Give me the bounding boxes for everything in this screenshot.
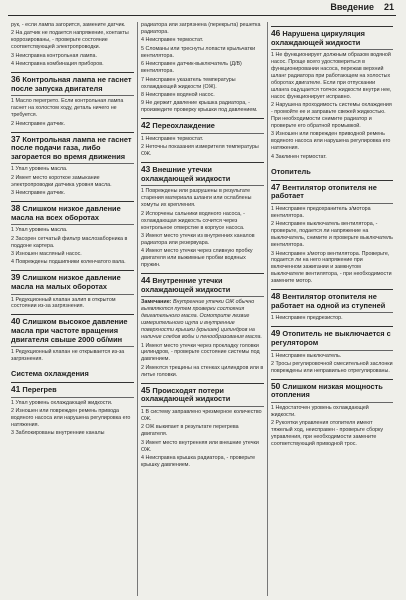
section-number: 49	[271, 328, 281, 339]
section-number: 47	[271, 181, 281, 192]
list-item-text: 7 Неисправен указатель температуры охлаждающей жидкости (ОЖ).	[141, 76, 236, 90]
section-title-text: Контрольная лампа не гаснет после запуска двигателя	[11, 75, 132, 93]
list-item-text: 1 Повреждены или разрушены в результате старения материала шланги или ослаблены хомуты их крепления.	[141, 188, 252, 209]
list-item-text: 1 В систему заправлено чрезмерное количество ОЖ.	[141, 408, 262, 422]
list-item-text: 2 Неисправен выключатель вентилятора, - проверьте, подается ли напряжение на выключатель, снимите и проверьте выключатель вентилятора.	[271, 221, 393, 249]
list-item-text: 3 Неисправна контрольная лампа.	[11, 52, 97, 59]
list-item-text: 2 Неисправен датчик.	[11, 120, 65, 127]
list-item-text: 8 Неисправен водяной насос.	[141, 91, 215, 98]
section-title-text: Вентилятор отопителя не работает	[271, 182, 377, 201]
section-title-text: Слишком высокое давление масла при частоте вращения двигателя свыше 2000 об/мин	[11, 317, 128, 344]
section-title-text: Перегрев	[22, 384, 57, 394]
section-title	[11, 385, 134, 395]
section-title-text: Нарушена циркуляция охлаждающей жидкости	[271, 29, 365, 47]
list-item-text: 3 Изношен или поврежден приводной ремень водяного насоса или нарушена регулировка его натяжения.	[271, 131, 391, 152]
section-heading	[141, 118, 264, 134]
list-item-text: 2 Изношен или поврежден ремень привода водяного насоса или нарушена регулировка его натяжения.	[11, 408, 131, 428]
section	[141, 383, 264, 407]
section-heading	[141, 162, 264, 186]
section-number: 40	[11, 316, 21, 327]
list-item-text: 2 Засорен сетчатый фильтр маслозаборника в поддоне картера.	[11, 235, 128, 249]
section-title-text: Внешние утечки охлаждающей жидкости	[141, 165, 231, 183]
section-title	[11, 317, 134, 344]
section-heading	[11, 270, 134, 294]
section	[11, 72, 134, 96]
list-item-text: 4 Неисправна комбинация приборов.	[11, 61, 104, 68]
list-item-text: 2 Неточны показания измерителя температуры ОЖ.	[141, 144, 259, 158]
section-title-text: Переохлаждение	[152, 121, 215, 131]
section-title-text: Слишком низкое давление масла на малых оборотах	[11, 273, 121, 291]
list-item-text: 4 Имеют место утечки через сливную пробку двигателя или выжимные пробки водяных пружин.	[141, 248, 253, 269]
list-item-text: 1 Неисправен термостат.	[141, 135, 204, 142]
list-item-text: 1 Имеют место утечки через прокладку головки цилиндров, - проверьте состояние системы под давлением.	[141, 342, 260, 363]
list-item-text: 3 Неисправен з/мотор вентилятора. Проверьте, подается ли на него напряжение при включенном зажигании и замкнутом выключателе вентилятора, - при необходимости замените мотор.	[271, 250, 392, 285]
list-item-text: 4 Заклинен термостат.	[271, 153, 327, 160]
page-number: 21	[383, 2, 394, 12]
section-title	[141, 165, 264, 183]
section-title-text: Вентилятор отопителя не работает на одной из ступеней	[271, 292, 386, 310]
section-title	[141, 121, 264, 131]
list-item-text: 2 Тросы регулировочной смесительной заслонки повреждены или неправильно отрегулированы.	[271, 360, 393, 374]
section-title	[271, 183, 393, 201]
section	[11, 132, 134, 165]
section-title	[141, 386, 264, 404]
section	[271, 26, 393, 50]
list-item-text: 1 Редукционный клапан не открывается из-за загрязнения.	[11, 349, 125, 363]
column-2	[138, 22, 268, 596]
list-item-text: 5 Сломаны или треснуты лопасти крыльчатки вентилятора.	[141, 45, 256, 59]
section-number: 39	[11, 272, 21, 283]
section-title-text: Контрольная лампа не гаснет после подачи газа, либо загорается во время движения	[11, 134, 132, 161]
section-title	[11, 135, 134, 162]
list-item-text: 2 Рукоятки управления отопителя имеют тяжелый ход, неисправен - проверьте сборку управления, при необходимости замените соответствующий приводной трос.	[271, 420, 384, 448]
section-title	[141, 276, 264, 294]
section-number: 43	[141, 164, 151, 175]
list-item-text: 1 Неисправен предрезистор.	[271, 315, 343, 322]
section-heading	[271, 289, 393, 313]
list-item-text: радиатора или загрязнена (перекрыта) решетка радиатора.	[141, 22, 261, 35]
group-heading: Отопитель	[271, 166, 311, 176]
section-number: 37	[11, 133, 21, 144]
section	[11, 270, 134, 294]
list-item-text: 4 Неисправна крышка радиатора, - проверьте крышку давлением.	[141, 454, 256, 468]
section-number: 45	[141, 384, 151, 395]
section	[11, 201, 134, 225]
section	[271, 326, 393, 350]
section	[11, 314, 134, 347]
section-heading	[141, 273, 264, 297]
text-columns	[8, 22, 396, 596]
list-item-text: 6 Неисправен датчик-выключатель (Д/В) вентилятора.	[141, 61, 242, 75]
note-lead: Замечание:	[141, 299, 172, 306]
list-item-text: 1 Редукционный клапан залип в открытом состоянии из-за загрязнения.	[11, 296, 116, 310]
section-number: 46	[271, 28, 281, 38]
list-item-text: 4 Повреждены подшипники коленчатого вала.	[11, 259, 126, 266]
section-number: 38	[11, 202, 21, 213]
section-title	[11, 204, 134, 222]
section-title	[11, 75, 134, 93]
list-item-text: 1 Неисправен выключатель.	[271, 352, 342, 359]
section-title-text: Происходят потери охлаждающей жидкости	[141, 385, 231, 404]
list-item-text: 2 Имеет место короткое замыкание электропроводки датчика уровня масла.	[11, 174, 112, 188]
section-heading	[11, 201, 134, 225]
section-number: 44	[141, 275, 151, 286]
column-1	[8, 22, 138, 596]
section-number: 50	[271, 380, 281, 391]
list-item-text: 2 Имеются трещины на стенках цилиндров или в литье головки.	[141, 364, 264, 378]
section	[11, 382, 134, 398]
section-heading	[141, 383, 264, 407]
list-item-text: 4 Неисправен термостат.	[141, 37, 204, 44]
section-title	[11, 273, 134, 291]
header-rule	[8, 15, 396, 16]
list-item-text: 3 Заблокированы внутренние каналы	[11, 430, 105, 437]
list-item-text: 3 Имеют место утечки из внутренних каналов радиатора или резервуара.	[141, 233, 255, 246]
list-item-text: 9 Не держит давление крышка радиатора, - произведите проверку крышки под давлением.	[141, 100, 258, 114]
section-title-text: Внутренние утечки охлаждающей жидкости	[141, 276, 231, 294]
section-title-text: Слишком низкая мощность отопления	[271, 381, 383, 400]
section-heading	[11, 314, 134, 347]
note-paragraph	[141, 299, 264, 341]
section	[271, 180, 393, 204]
list-item-text: 2 Испорчены сальники водяного насоса, - охлаждающая жидкость сочится через контрольное отверстие в корпусе насоса.	[141, 210, 245, 231]
section-title-text: Отопитель не выключается с регулятором	[271, 329, 391, 347]
column-3	[268, 22, 396, 596]
section-heading	[271, 326, 393, 350]
list-item-text: 3 Имеет место внутренняя или внешние утечки ОЖ.	[141, 439, 259, 453]
section-heading	[271, 180, 393, 204]
section-number: 36	[11, 74, 21, 85]
note-text: Внутренние утечки ОЖ обычно выявляются путем проверки состояния двигательного масла. Осмотрите лезвие измерительного щупа и внутренние поверхности крышки (крышек) цилиндров на наличие следов воды и пенообразования масла.	[141, 299, 262, 341]
section	[271, 379, 393, 403]
section-title	[271, 29, 393, 47]
section-heading	[11, 132, 134, 165]
list-item-text: 1 Не функционирует должным образом водяной насос. Проще всего удостовериться в функционировании насоса, пережав верхний шланг радиатора при работающем на холостых оборотах двигателе. Если при отпускании шланга ощущается толчок жидкости внутри нее, насос функционирует исправно.	[271, 52, 392, 100]
list-item-text: 3 Изношен масляный насос.	[11, 250, 82, 257]
list-item-text: 1 Недостаточен уровень охлаждающей жидкости.	[271, 404, 369, 418]
list-item-text: 1 Масло перегрето. Если контрольная лампа гаснет на холостом ходу, деталь ничего не требуется.	[11, 98, 124, 119]
section-number: 41	[11, 383, 21, 394]
list-item-text: 1 Неисправен предохранитель з/мотора вентилятора.	[271, 205, 371, 219]
section-heading	[11, 72, 134, 96]
section-title-text: Слишком низкое давление масла на всех оборотах	[11, 203, 121, 222]
running-head: Введение	[330, 2, 374, 12]
section	[141, 162, 264, 186]
list-item-text: 1 Упал уровень охлаждающей жидкости.	[11, 399, 113, 406]
list-item-text: 2 На датчик не подается напряжение, контакты коррозированы, - проверьте состояние соответствующей электропроводки.	[11, 30, 129, 51]
section-title	[271, 292, 393, 310]
list-item-text: 2 ОЖ выкипает в результате перегрева двигателя.	[141, 424, 239, 438]
section-title	[271, 382, 393, 400]
section-heading	[271, 379, 393, 403]
section	[141, 118, 264, 134]
list-item-text: 1 Упал уровень масла.	[11, 227, 68, 234]
section-heading	[11, 382, 134, 398]
list-item-text: 1 Упал уровень масла.	[11, 166, 68, 173]
section-number: 48	[271, 291, 281, 302]
group-heading: Система охлаждения	[11, 368, 89, 378]
page-header	[0, 0, 406, 22]
list-item-text: 2 Нарушена проходимость системы охлаждения - промойте ее и заправьте свежей жидкостью. При необходимости снимите радиатор и проверьте его обратной промывкой.	[271, 102, 392, 130]
list-item-text: 3 Неисправен датчик.	[11, 190, 65, 197]
section-heading	[271, 26, 393, 50]
list-item-text: рук, - если лампа загорится, замените датчик.	[11, 22, 126, 28]
section	[141, 273, 264, 297]
section	[271, 289, 393, 313]
section-title	[271, 329, 393, 347]
section-number: 42	[141, 120, 151, 131]
